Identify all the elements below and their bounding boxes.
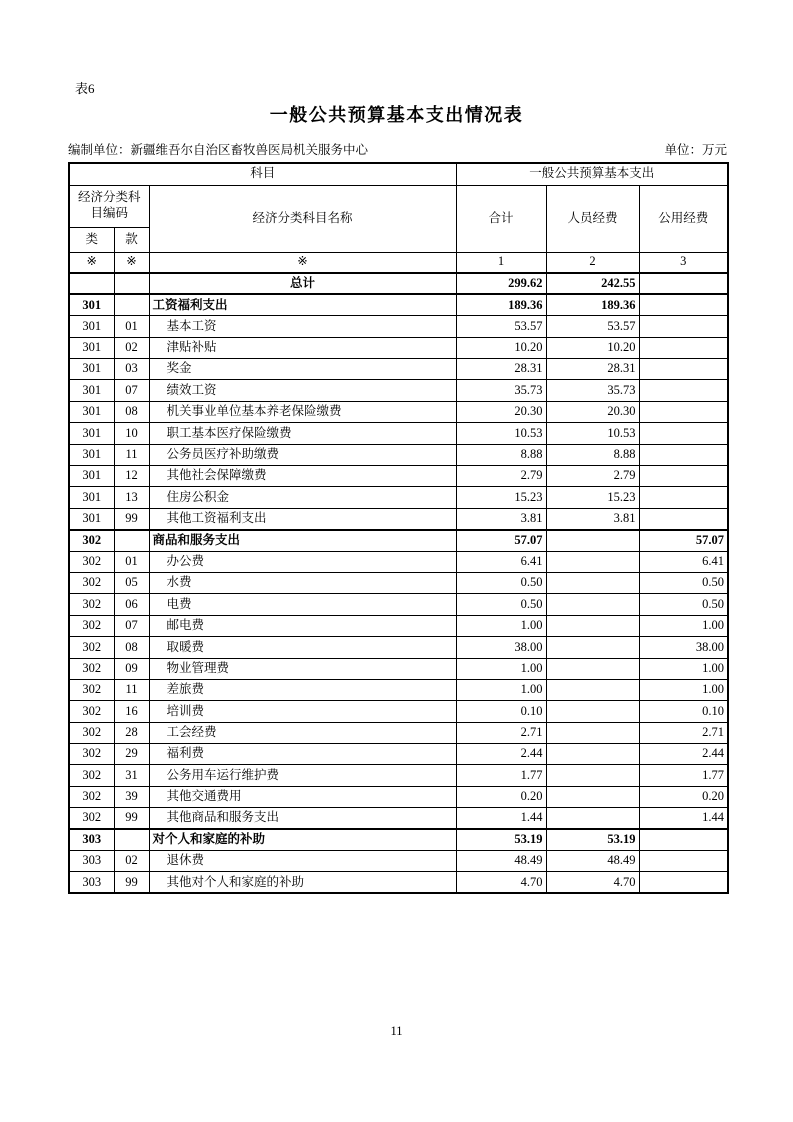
section-row [69,294,728,315]
cell-subject-name: 福利费 [149,744,456,765]
page-title: 一般公共预算基本支出情况表 [269,105,524,125]
cell-subject-name: 电费 [149,594,456,615]
cell-class-code: 302 [69,551,114,572]
cell-public-amount [639,851,728,872]
cell-total-amount: 10.53 [456,423,546,444]
column-number-2: 2 [546,252,639,273]
cell-personnel-amount: 35.73 [546,380,639,401]
cell-class-code: 301 [69,444,114,465]
cell-personnel-amount: 3.81 [546,508,639,529]
cell-subject-name: 办公费 [149,551,456,572]
table-number-label: 表6 [75,81,95,96]
cell-personnel-amount [546,744,639,765]
economic-code-header [69,185,149,227]
cell-class-code [69,273,114,294]
cell-subject-name: 住房公积金 [149,487,456,508]
cell-section-code: 11 [114,444,149,465]
header-row-marks [69,252,728,273]
cell-personnel-amount [546,722,639,743]
cell-public-amount: 0.20 [639,786,728,807]
item-row [69,487,728,508]
cell-personnel-amount: 48.49 [546,851,639,872]
budget-group-header: 一般公共预算基本支出 [456,163,728,185]
cell-total-amount: 8.88 [456,444,546,465]
cell-personnel-amount [546,679,639,700]
cell-subject-name: 公务员医疗补助缴费 [149,444,456,465]
item-row [69,594,728,615]
cell-class-code: 301 [69,401,114,422]
item-row [69,679,728,700]
cell-section-code: 29 [114,744,149,765]
cell-class-code: 301 [69,423,114,444]
cell-section-code: 99 [114,808,149,829]
column-number-3: 3 [639,252,728,273]
section-code-header: 款 [114,227,149,252]
cell-subject-name: 职工基本医疗保险缴费 [149,423,456,444]
cell-total-amount: 0.20 [456,786,546,807]
item-row [69,851,728,872]
cell-personnel-amount: 53.57 [546,316,639,337]
cell-section-code: 07 [114,615,149,636]
cell-public-amount: 1.00 [639,615,728,636]
cell-total-amount: 1.44 [456,808,546,829]
cell-total-amount: 1.77 [456,765,546,786]
cell-public-amount [639,829,728,850]
cell-total-amount: 38.00 [456,637,546,658]
cell-section-code: 11 [114,679,149,700]
item-row [69,637,728,658]
cell-subject-name: 差旅费 [149,679,456,700]
cell-subject-name: 商品和服务支出 [149,530,456,551]
cell-section-code: 28 [114,722,149,743]
cell-public-amount: 0.10 [639,701,728,722]
cell-personnel-amount [546,615,639,636]
cell-subject-name: 其他商品和服务支出 [149,808,456,829]
cell-section-code: 08 [114,637,149,658]
cell-public-amount: 6.41 [639,551,728,572]
cell-section-code [114,294,149,315]
item-row [69,572,728,593]
cell-total-amount: 1.00 [456,679,546,700]
cell-personnel-amount: 4.70 [546,872,639,893]
cell-total-amount: 2.44 [456,744,546,765]
class-mark-cell: ※ [69,252,114,273]
cell-subject-name: 取暖费 [149,637,456,658]
cell-personnel-amount [546,808,639,829]
cell-public-amount: 0.50 [639,572,728,593]
cell-subject-name: 工会经费 [149,722,456,743]
item-row [69,337,728,358]
cell-class-code: 302 [69,679,114,700]
cell-total-amount: 48.49 [456,851,546,872]
cell-personnel-amount: 10.20 [546,337,639,358]
cell-total-amount: 189.36 [456,294,546,315]
cell-total-amount: 20.30 [456,401,546,422]
cell-public-amount: 1.00 [639,658,728,679]
cell-public-amount: 57.07 [639,530,728,551]
cell-section-code: 99 [114,872,149,893]
cell-section-code: 99 [114,508,149,529]
cell-class-code: 302 [69,808,114,829]
item-row [69,466,728,487]
cell-public-amount [639,337,728,358]
cell-personnel-amount: 53.19 [546,829,639,850]
name-mark-cell: ※ [149,252,456,273]
cell-class-code: 302 [69,572,114,593]
cell-subject-name: 工资福利支出 [149,294,456,315]
cell-public-amount [639,401,728,422]
cell-subject-name: 其他工资福利支出 [149,508,456,529]
cell-section-code: 12 [114,466,149,487]
cell-public-amount [639,444,728,465]
cell-class-code: 301 [69,316,114,337]
cell-total-amount: 28.31 [456,359,546,380]
header-row-groups [69,163,728,185]
personnel-column-header: 人员经费 [546,185,639,252]
cell-public-amount [639,423,728,444]
cell-class-code: 301 [69,337,114,358]
cell-public-amount [639,466,728,487]
cell-class-code: 302 [69,615,114,636]
cell-class-code: 301 [69,359,114,380]
subject-group-header: 科目 [69,163,456,185]
cell-class-code: 302 [69,658,114,679]
total-column-header: 合计 [456,185,546,252]
cell-public-amount [639,508,728,529]
cell-class-code: 303 [69,851,114,872]
header-row-columns [69,185,728,227]
cell-class-code: 301 [69,508,114,529]
budget-expenditure-table [68,162,729,894]
cell-subject-name: 津贴补贴 [149,337,456,358]
item-row [69,401,728,422]
cell-class-code: 302 [69,786,114,807]
item-row [69,551,728,572]
page-number: 11 [390,1024,403,1038]
item-row [69,444,728,465]
class-code-header: 类 [69,227,114,252]
cell-public-amount: 38.00 [639,637,728,658]
cell-subject-name: 总计 [149,273,456,294]
cell-personnel-amount: 8.88 [546,444,639,465]
cell-personnel-amount [546,765,639,786]
public-column-header: 公用经费 [639,185,728,252]
unit-label: 单位：万元 [664,143,727,157]
cell-personnel-amount [546,701,639,722]
cell-total-amount: 15.23 [456,487,546,508]
cell-total-amount: 35.73 [456,380,546,401]
cell-subject-name: 物业管理费 [149,658,456,679]
subject-name-header: 经济分类科目名称 [149,185,456,252]
cell-subject-name: 奖金 [149,359,456,380]
item-row [69,765,728,786]
cell-section-code: 16 [114,701,149,722]
cell-section-code: 01 [114,316,149,337]
item-row [69,658,728,679]
item-row [69,615,728,636]
cell-personnel-amount [546,551,639,572]
cell-section-code: 02 [114,337,149,358]
cell-total-amount: 0.50 [456,572,546,593]
cell-public-amount: 1.44 [639,808,728,829]
section-mark-cell: ※ [114,252,149,273]
cell-section-code: 07 [114,380,149,401]
cell-class-code: 301 [69,487,114,508]
cell-class-code: 302 [69,594,114,615]
cell-subject-name: 绩效工资 [149,380,456,401]
cell-public-amount [639,487,728,508]
cell-class-code: 301 [69,466,114,487]
cell-public-amount [639,316,728,337]
cell-public-amount: 1.77 [639,765,728,786]
cell-class-code: 302 [69,744,114,765]
cell-section-code: 02 [114,851,149,872]
section-row [69,530,728,551]
cell-class-code: 302 [69,530,114,551]
cell-section-code: 03 [114,359,149,380]
item-row [69,872,728,893]
cell-section-code: 05 [114,572,149,593]
cell-total-amount: 10.20 [456,337,546,358]
cell-subject-name: 水费 [149,572,456,593]
cell-section-code: 08 [114,401,149,422]
cell-total-amount: 57.07 [456,530,546,551]
economic-code-header-line2: 目编码 [90,206,128,220]
cell-personnel-amount: 2.79 [546,466,639,487]
cell-total-amount: 2.71 [456,722,546,743]
item-row [69,380,728,401]
section-row [69,829,728,850]
cell-subject-name: 退休费 [149,851,456,872]
cell-section-code: 09 [114,658,149,679]
cell-personnel-amount: 28.31 [546,359,639,380]
cell-subject-name: 培训费 [149,701,456,722]
cell-public-amount [639,273,728,294]
cell-total-amount: 6.41 [456,551,546,572]
cell-class-code: 301 [69,294,114,315]
cell-subject-name: 其他对个人和家庭的补助 [149,872,456,893]
cell-section-code [114,273,149,294]
cell-personnel-amount: 15.23 [546,487,639,508]
cell-personnel-amount [546,637,639,658]
cell-class-code: 302 [69,765,114,786]
cell-personnel-amount [546,658,639,679]
cell-total-amount: 1.00 [456,615,546,636]
cell-personnel-amount: 20.30 [546,401,639,422]
cell-subject-name: 基本工资 [149,316,456,337]
cell-total-amount: 2.79 [456,466,546,487]
cell-class-code: 301 [69,380,114,401]
cell-public-amount: 2.44 [639,744,728,765]
cell-total-amount: 1.00 [456,658,546,679]
item-row [69,423,728,444]
cell-subject-name: 邮电费 [149,615,456,636]
cell-public-amount [639,380,728,401]
cell-subject-name: 公务用车运行维护费 [149,765,456,786]
cell-personnel-amount [546,594,639,615]
cell-public-amount: 0.50 [639,594,728,615]
cell-total-amount: 53.19 [456,829,546,850]
column-number-1: 1 [456,252,546,273]
cell-public-amount: 2.71 [639,722,728,743]
item-row [69,359,728,380]
cell-personnel-amount: 10.53 [546,423,639,444]
cell-total-amount: 53.57 [456,316,546,337]
item-row [69,722,728,743]
cell-total-amount: 0.50 [456,594,546,615]
cell-total-amount: 4.70 [456,872,546,893]
cell-section-code: 01 [114,551,149,572]
cell-subject-name: 机关事业单位基本养老保险缴费 [149,401,456,422]
prepared-by-label: 编制单位：新疆维吾尔自治区畜牧兽医局机关服务中心 [68,143,369,157]
cell-class-code: 302 [69,722,114,743]
cell-public-amount: 1.00 [639,679,728,700]
economic-code-header-line1: 经济分类科 [77,190,141,205]
item-row [69,701,728,722]
cell-personnel-amount [546,530,639,551]
cell-section-code: 31 [114,765,149,786]
cell-class-code: 302 [69,637,114,658]
cell-section-code: 39 [114,786,149,807]
cell-public-amount [639,294,728,315]
cell-section-code: 06 [114,594,149,615]
item-row [69,808,728,829]
item-row [69,508,728,529]
cell-subject-name: 其他社会保障缴费 [149,466,456,487]
cell-class-code: 303 [69,829,114,850]
cell-section-code: 13 [114,487,149,508]
cell-section-code [114,829,149,850]
cell-subject-name: 其他交通费用 [149,786,456,807]
cell-personnel-amount [546,786,639,807]
cell-class-code: 303 [69,872,114,893]
cell-public-amount [639,359,728,380]
item-row [69,744,728,765]
cell-personnel-amount: 189.36 [546,294,639,315]
cell-section-code [114,530,149,551]
info-line [68,140,727,158]
item-row [69,316,728,337]
cell-subject-name: 对个人和家庭的补助 [149,829,456,850]
cell-total-amount: 299.62 [456,273,546,294]
cell-public-amount [639,872,728,893]
cell-personnel-amount: 242.55 [546,273,639,294]
cell-section-code: 10 [114,423,149,444]
item-row [69,786,728,807]
cell-class-code: 302 [69,701,114,722]
cell-personnel-amount [546,572,639,593]
cell-total-amount: 0.10 [456,701,546,722]
cell-total-amount: 3.81 [456,508,546,529]
total-row [69,273,728,294]
